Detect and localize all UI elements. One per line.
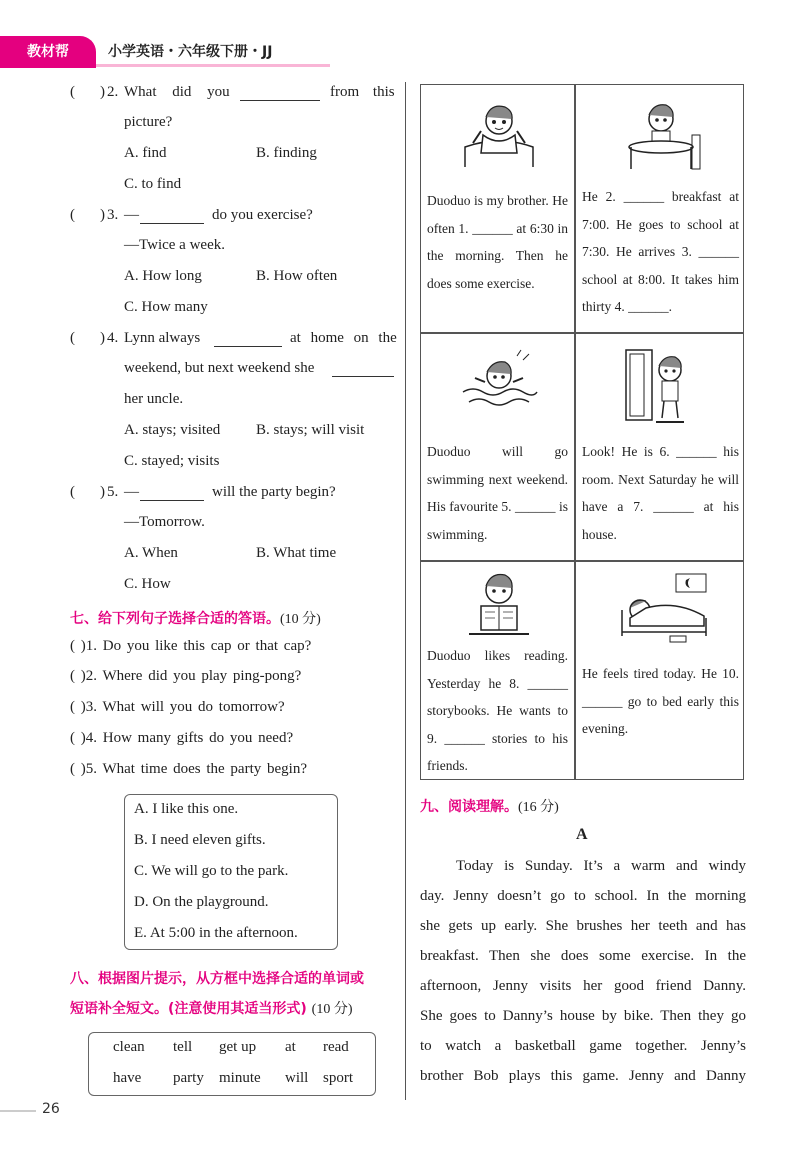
page-number-rule [0, 1110, 36, 1112]
answer-options-box [124, 794, 338, 950]
story-cell-2 [575, 84, 744, 333]
boy-stretching-in-bed-icon [459, 95, 539, 175]
q-post: will the party begin? [212, 484, 336, 500]
section-points: (16 分) [518, 800, 559, 815]
story-text: Look! He is 6. ______ his room. Next Saturday he will have a 7. ______ at his house. [582, 444, 739, 542]
section-7-title [70, 608, 321, 628]
section-8-title-line2 [70, 998, 353, 1018]
answer-option: D. On the playground. [134, 894, 269, 910]
answer-blank[interactable] [214, 332, 282, 347]
passage-line: to watch a basketball game together. Jenny’s [420, 1038, 746, 1054]
boy-swimming-icon [459, 348, 539, 418]
paren-close: ) [100, 207, 105, 223]
option-a: A. How long [124, 268, 202, 284]
paren-close: ) [100, 84, 105, 100]
q-pre: Lynn always [124, 330, 201, 346]
story-text: He 2. ______ breakfast at 7:00. He goes to school at 7:30. He arrives 3. ______ school at 8:00. It takes him thirty 4. ______. [582, 189, 739, 314]
answer-blank[interactable] [240, 86, 320, 101]
answer-blank[interactable] [140, 486, 204, 501]
answer-option: E. At 5:00 in the afternoon. [134, 925, 298, 941]
story-cell-5 [420, 561, 575, 780]
boy-eating-breakfast-icon [616, 95, 706, 175]
q-post: do you exercise? [212, 207, 313, 223]
story-text: He feels tired today. He 10. ______ go to bed early this evening. [582, 666, 739, 736]
option-c: C. How [124, 576, 171, 592]
brand-tag: 教材帮 [0, 36, 96, 68]
word: minute [219, 1070, 261, 1086]
page-number: 26 [42, 1101, 60, 1117]
story-cell-3 [420, 333, 575, 561]
match-item: ( )3. What will you do tomorrow? [70, 699, 285, 715]
q-num: 3. [107, 207, 119, 223]
q-pre: — [124, 484, 139, 500]
q-post: from this [330, 84, 395, 100]
section-points: (10 分) [280, 612, 321, 627]
q-num: 4. [107, 330, 119, 346]
column-divider [405, 82, 406, 1100]
paren-close: ) [100, 484, 105, 500]
answer-blank[interactable] [140, 209, 204, 224]
q-cont2: her uncle. [124, 391, 184, 407]
word: at [285, 1039, 296, 1055]
header-title: 小学英语・六年级下册・JJ [108, 44, 273, 60]
story-cell-1 [420, 84, 575, 333]
story-cell-6 [575, 561, 744, 780]
word: have [113, 1070, 142, 1086]
section-8-title-line1: 八、根据图片提示，从方框中选择合适的单词或 [70, 971, 364, 987]
option-a: A. stays; visited [124, 422, 221, 438]
word: read [323, 1039, 349, 1055]
option-c: C. How many [124, 299, 208, 315]
match-item: ( )5. What time does the party begin? [70, 761, 307, 777]
answer-option: B. I need eleven gifts. [134, 832, 266, 848]
boy-cleaning-room-icon [620, 346, 700, 426]
paren-open: ( [70, 484, 75, 500]
story-text: Duoduo is my brother. He often 1. ______ at 6:30 in the morning. Then he does some exercise. [427, 193, 568, 291]
header-stripe [96, 64, 330, 67]
paren-close: ) [100, 330, 105, 346]
passage-line: afternoon, Jenny visits her good friend Danny. [420, 978, 746, 994]
q-pre: — [124, 207, 139, 223]
word: party [173, 1070, 204, 1086]
answer-blank[interactable] [332, 362, 394, 377]
match-item: ( )1. Do you like this cap or that cap? [70, 638, 312, 654]
word: tell [173, 1039, 193, 1055]
word: clean [113, 1039, 145, 1055]
option-b: B. finding [256, 145, 317, 161]
q-num: 5. [107, 484, 119, 500]
word: get up [219, 1039, 257, 1055]
option-b: B. What time [256, 545, 337, 561]
q-cont: weekend, but next weekend she [124, 360, 315, 376]
story-cell-4 [575, 333, 744, 561]
story-text: Duoduo likes reading. Yesterday he 8. ______ storybooks. He wants to 9. ______ stories to his friends. [427, 648, 568, 773]
section-title-text: 短语补全短文。(注意使用其适当形式) [70, 1001, 307, 1017]
paren-open: ( [70, 84, 75, 100]
q-pre: What did you [124, 84, 230, 100]
q-cont: —Tomorrow. [124, 514, 205, 530]
option-b: B. How often [256, 268, 338, 284]
passage-line: day. Jenny doesn’t go to school. In the morning [420, 888, 746, 904]
passage-line: brother Bob plays this game. Jenny and Danny [420, 1068, 746, 1084]
word: will [285, 1070, 309, 1086]
passage-line: she gets up early. She brushes her teeth and has [420, 918, 746, 934]
q-post: at home on the [290, 330, 397, 346]
section-points: (10 分) [311, 1002, 353, 1017]
section-9-title [420, 796, 559, 816]
section-title-text: 七、给下列句子选择合适的答语。 [70, 611, 280, 627]
option-c: C. to find [124, 176, 182, 192]
boy-reading-icon [461, 568, 537, 640]
word: sport [323, 1070, 353, 1086]
passage-label: A [576, 826, 588, 843]
q-cont: picture? [124, 114, 173, 130]
boy-sleeping-icon [616, 570, 712, 646]
match-item: ( )4. How many gifts do you need? [70, 730, 294, 746]
option-c: C. stayed; visits [124, 453, 220, 469]
word-bank-box [88, 1032, 376, 1096]
passage-line: Today is Sunday. It’s a warm and windy [456, 858, 746, 874]
q-num: 2. [107, 84, 119, 100]
answer-option: A. I like this one. [134, 801, 239, 817]
option-a: A. When [124, 545, 178, 561]
header-bar [0, 36, 330, 68]
passage-line: She goes to Danny’s house by bike. Then they go [420, 1008, 746, 1024]
q-cont: —Twice a week. [124, 237, 225, 253]
section-title-text: 九、阅读理解。 [420, 799, 518, 815]
story-picture-grid [420, 84, 744, 780]
story-text: Duoduo will go swimming next weekend. His favourite 5. ______ is swimming. [427, 444, 568, 542]
passage-line: breakfast. Then she does some exercise. In the [420, 948, 746, 964]
paren-open: ( [70, 330, 75, 346]
paren-open: ( [70, 207, 75, 223]
option-a: A. find [124, 145, 167, 161]
match-item: ( )2. Where did you play ping-pong? [70, 668, 302, 684]
answer-option: C. We will go to the park. [134, 863, 289, 879]
option-b: B. stays; will visit [256, 422, 365, 438]
